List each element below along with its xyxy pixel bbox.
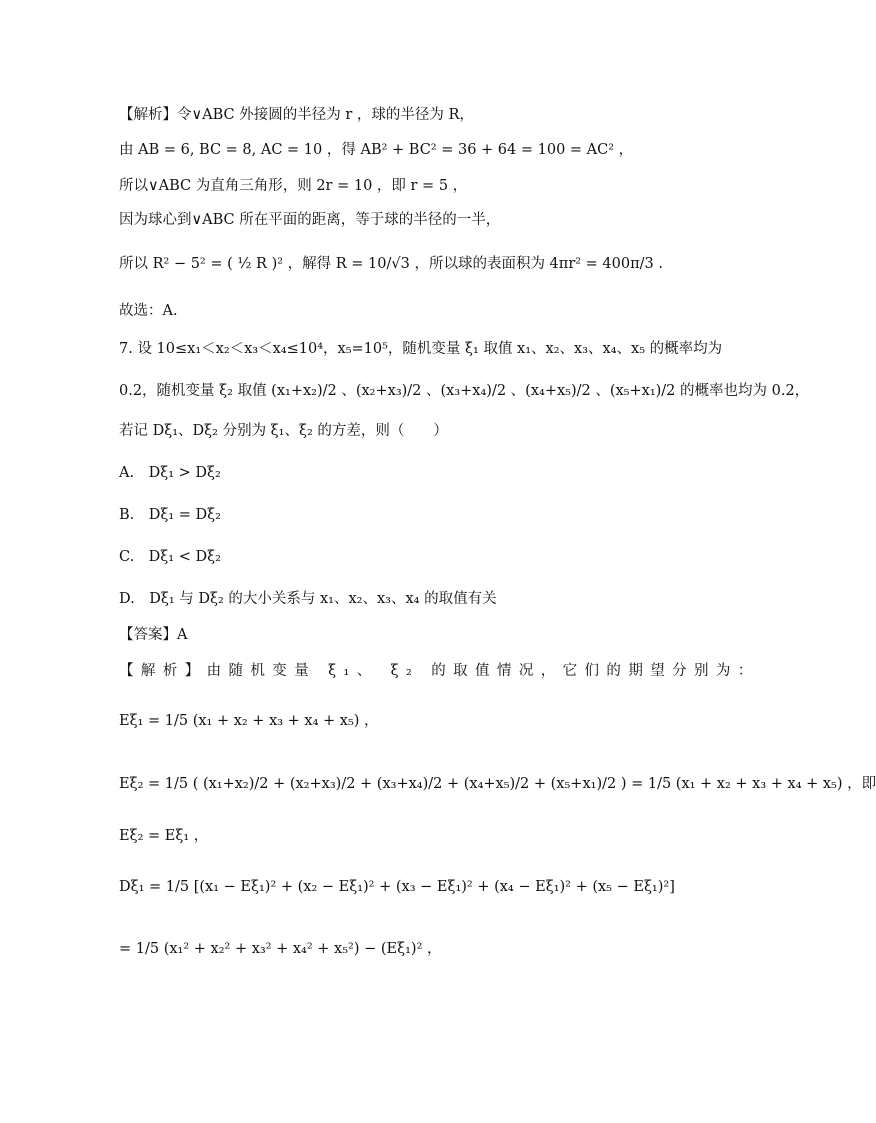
solution1-line2: 由 AB = 6, BC = 8, AC = 10 ，得 AB² + BC² = 36 + 64 = 100 = AC² ， [119,142,634,158]
question7-stem-line3: 若记 Dξ₁、Dξ₂ 分别为 ξ₁、ξ₂ 的方差，则（ ） [119,423,448,439]
answer-line: 【答案】A [119,627,188,643]
option-b: B. Dξ₁ = Dξ₂ [119,507,221,523]
solution1-line5: 所以 R² − 5² = ( ½ R )² ，解得 R = 10/√3 ，所以球的表面积为 4πr² = 400π/3 . [119,256,663,272]
expectation-equal: Eξ₂ = Eξ₁ ， [119,828,209,844]
variance-xi1: Dξ₁ = 1/5 [(x₁ − Eξ₁)² + (x₂ − Eξ₁)² + (x₃ − Eξ₁)² + (x₄ − Eξ₁)² + (x₅ − Eξ₁)²] [119,879,675,895]
variance-simplified: = 1/5 (x₁² + x₂² + x₃² + x₄² + x₅²) − (Eξ₁)² ， [119,941,442,957]
solution1-line4: 因为球心到∨ABC 所在平面的距离，等于球的半径的一半， [119,212,501,228]
question7-stem-line2: 0.2，随机变量 ξ₂ 取值 (x₁+x₂)/2 、(x₂+x₃)/2 、(x₃+x₄)/2 、(x₄+x₅)/2 、(x₅+x₁)/2 的概率也均为 0.2， [119,383,810,399]
solution2-intro: 【解析】由随机变量 ξ₁、 ξ₂ 的取值情况，它们的期望分别为： [119,663,760,679]
solution1-conclusion: 故选：A. [119,303,178,319]
option-a: A. Dξ₁ > Dξ₂ [119,465,221,481]
expectation-xi2: Eξ₂ = 1/5 ( (x₁+x₂)/2 + (x₂+x₃)/2 + (x₃+x₄)/2 + (x₄+x₅)/2 + (x₅+x₁)/2 ) = 1/5 (x₁ + x₂ + x₃ + x₄ + x₅) ，即 [119,776,876,792]
option-c: C. Dξ₁ < Dξ₂ [119,549,221,565]
option-d: D. Dξ₁ 与 Dξ₂ 的大小关系与 x₁、x₂、x₃、x₄ 的取值有关 [119,591,497,607]
expectation-xi1: Eξ₁ = 1/5 (x₁ + x₂ + x₃ + x₄ + x₅) ， [119,713,379,729]
question7-stem-line1: 7. 设 10≤x₁＜x₂＜x₃＜x₄≤10⁴，x₅=10⁵，随机变量 ξ₁ 取值 x₁、x₂、x₃、x₄、x₅ 的概率均为 [119,341,723,357]
solution1-line3: 所以∨ABC 为直角三角形，则 2r = 10 ，即 r = 5 ， [119,178,468,194]
solution1-line1: 【解析】令∨ABC 外接圆的半径为 r ，球的半径为 R， [119,107,474,123]
